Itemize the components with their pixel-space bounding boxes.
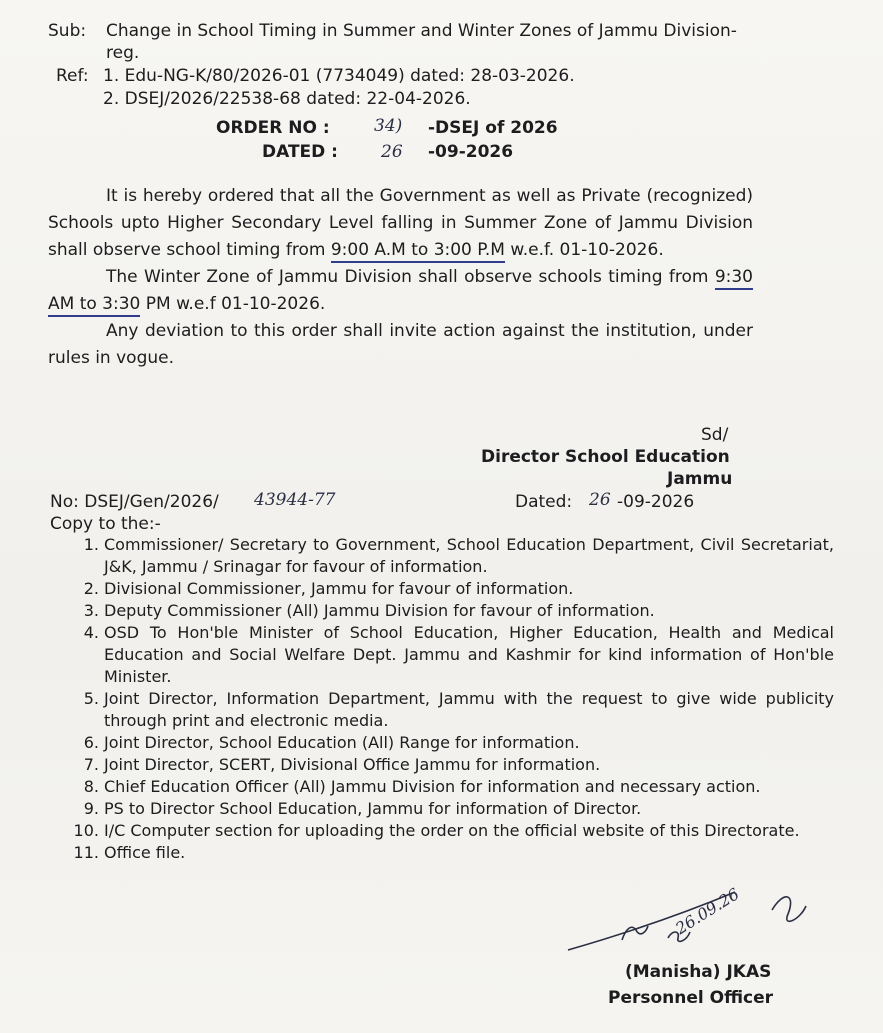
paragraph-winter-zone: The Winter Zone of Jammu Division shall observe schools timing from 9:30 AM to 3:30 PM w.e.f 01-10-2026. [48,264,753,318]
list-item: 6. Joint Director, School Education (All) Range for information. [83,733,580,752]
list-item: 2. Divisional Commissioner, Jammu for favour of information. [83,579,574,598]
list-item: 10. I/C Computer section for uploading the order on the official website of this Directorate. [73,821,800,840]
order-no-suffix: -DSEJ of 2026 [428,118,558,138]
officer-name: (Manisha) JKAS [625,962,772,982]
copy-to-list [48,534,834,864]
paragraph-deviation: Any deviation to this order shall invite action against the institution, under rules in vogue. [48,321,753,368]
paragraph-summer-zone: It is hereby ordered that all the Government as well as Private (recognized) Schools upto Higher Secondary Level falling in Summer Zone of Jammu Division shall observe school timing from 9:00 A.M to 3:00 P.M w.e.f. 01-10-2026. [48,183,753,264]
dispatch-no-handwritten: 43944-77 [254,490,336,510]
subject-label: Sub: [48,21,87,41]
list-item: 1. Commissioner/ Secretary to Government, School Education Department, Civil Secretariat, J&K, Jammu / Srinagar for favour of information. [83,535,834,576]
copy-to-heading: Copy to the:- [50,514,161,534]
reference-2: 2. DSEJ/2026/22538-68 dated: 22-04-2026. [103,89,471,109]
reference-label: Ref: [56,66,89,86]
winter-timing-underlined: 9:30 AM to 3:30 [48,267,753,317]
order-no-label: ORDER NO : [216,118,330,138]
list-item: 9. PS to Director School Education, Jammu for information of Director. [83,799,642,818]
signature-date-handwritten: 26.09.26 [672,884,743,939]
list-item: 8. Chief Education Officer (All) Jammu Division for information and necessary action. [83,777,761,796]
director-title: Director School Education [481,447,730,467]
order-no-handwritten: 34) [374,116,403,136]
sd-mark: Sd/ [701,425,729,445]
summer-timing-underlined: 9:00 A.M to 3:00 P.M [331,240,505,263]
officer-designation: Personnel Officer [608,988,774,1008]
list-item: 11. Office file. [73,843,186,862]
list-item: 7. Joint Director, SCERT, Divisional Office Jammu for information. [83,755,601,774]
reference-1: 1. Edu-NG-K/80/2026-01 (7734049) dated: 28-03-2026. [103,66,575,86]
dispatch-dated-suffix: -09-2026 [617,492,695,512]
dispatch-dated-label: Dated: [515,492,573,512]
list-item: 3. Deputy Commissioner (All) Jammu Division for favour of information. [83,601,655,620]
subject-line-1: Change in School Timing in Summer and Winter Zones of Jammu Division- [106,21,737,41]
subject-line-2: reg. [106,43,140,63]
list-item: 5. Joint Director, Information Department, Jammu with the request to give wide publicity through print and electronic media. [83,689,834,730]
order-dated-label: DATED : [262,142,338,162]
order-body [48,183,753,372]
order-dated-suffix: -09-2026 [428,142,514,162]
dispatch-dated-handwritten: 26 [589,490,611,510]
director-place: Jammu [667,469,733,489]
dispatch-no-label: No: DSEJ/Gen/2026/ [50,492,219,512]
order-dated-handwritten: 26 [381,142,403,162]
list-item: 4. OSD To Hon'ble Minister of School Education, Higher Education, Health and Medical Education and Social Welfare Dept. Jammu and Kashmir for kind information of Hon'ble Minister. [83,623,834,686]
